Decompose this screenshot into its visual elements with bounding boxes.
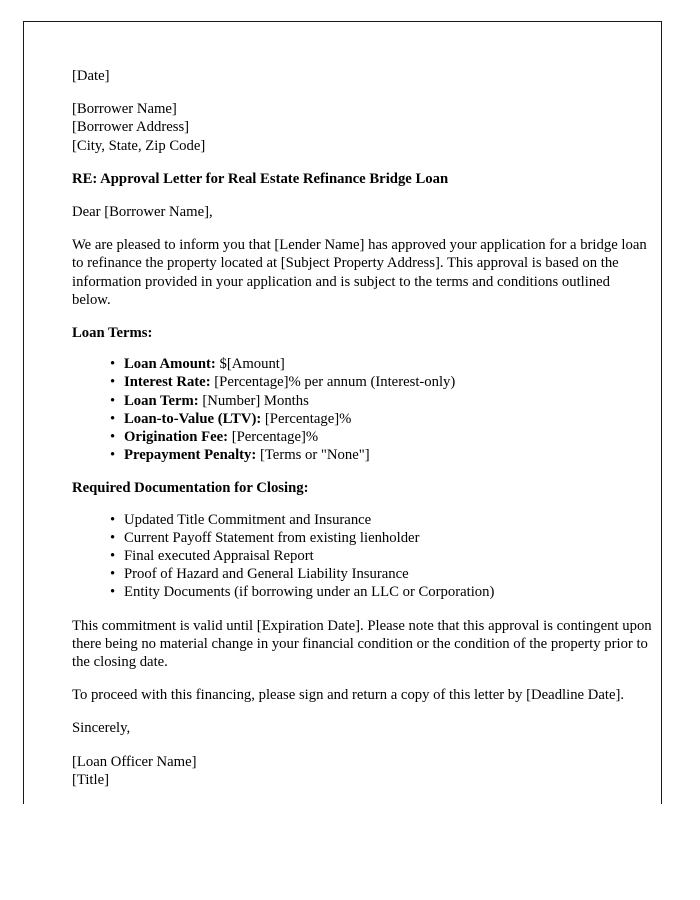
list-item <box>110 355 652 373</box>
list-item: • Updated Title Commitment and Insurance <box>110 511 652 529</box>
signature-title: [Title] <box>72 771 109 788</box>
required-documentation-heading: Required Documentation for Closing: <box>72 480 309 497</box>
list-item: • Current Payoff Statement from existing lienholder <box>110 529 652 547</box>
loan-term-label: Loan Amount: <box>124 356 216 373</box>
signature-officer-name: [Loan Officer Name] <box>72 753 197 770</box>
list-item: • Entity Documents (if borrowing under an LLC or Corporation) <box>110 583 652 601</box>
recipient-name: [Borrower Name] <box>72 101 177 118</box>
loan-term-value: $[Amount] <box>215 356 285 373</box>
subject-line: RE: Approval Letter for Real Estate Refinance Bridge Loan <box>72 170 449 187</box>
document-page-frame <box>23 21 662 804</box>
list-item <box>110 410 652 428</box>
salutation: Dear [Borrower Name], <box>72 204 213 221</box>
intro-paragraph: We are pleased to inform you that [Lender Name] has approved your application for a bridge loan to refinance the property located at [Subject Property Address]. This approval is based on the information provided in your application and is subject to the terms and conditions outlined below. <box>72 237 647 308</box>
loan-term-value: [Number] Months <box>198 392 309 409</box>
list-item <box>110 428 652 446</box>
loan-term-value: [Percentage]% <box>228 429 319 446</box>
loan-term-label: Loan Term: <box>124 392 199 409</box>
recipient-address: [Borrower Address] <box>72 119 190 136</box>
document-body <box>72 67 652 789</box>
loan-term-value: [Terms or "None"] <box>256 447 370 464</box>
loan-term-label: Prepayment Penalty: <box>124 447 257 464</box>
date-placeholder: [Date] <box>72 68 110 84</box>
loan-terms-heading: Loan Terms: <box>72 325 153 342</box>
required-documentation-list <box>72 511 652 602</box>
list-item <box>110 392 652 410</box>
closing-salutation: Sincerely, <box>72 720 131 737</box>
loan-term-label: Interest Rate: <box>124 374 211 391</box>
loan-term-value: [Percentage]% per annum (Interest-only) <box>210 374 456 391</box>
list-item <box>110 446 652 464</box>
proceed-paragraph: To proceed with this financing, please sign and return a copy of this letter by [Deadline Date]. <box>72 687 625 704</box>
loan-term-value: [Percentage]% <box>261 410 352 427</box>
loan-term-label: Origination Fee: <box>124 429 229 446</box>
loan-term-label: Loan-to-Value (LTV): <box>124 410 262 427</box>
recipient-city-state-zip: [City, State, Zip Code] <box>72 137 206 154</box>
list-item: • Proof of Hazard and General Liability Insurance <box>110 565 652 583</box>
list-item: • Final executed Appraisal Report <box>110 547 652 565</box>
list-item <box>110 373 652 391</box>
commitment-paragraph: This commitment is valid until [Expiration Date]. Please note that this approval is contingent upon there being no material change in your financial condition or the condition of the property prior to the closing date. <box>72 617 652 671</box>
loan-terms-list <box>72 355 652 464</box>
